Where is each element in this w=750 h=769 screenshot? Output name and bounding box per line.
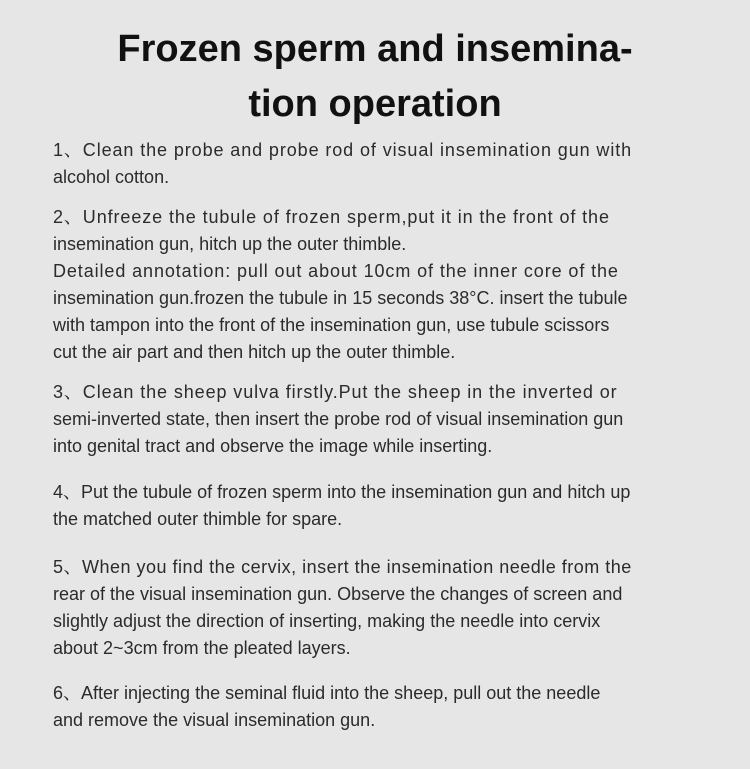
step-5 <box>53 554 713 662</box>
step-line: insemination gun.frozen the tubule in 15 seconds 38°C. insert the tubule <box>53 288 628 308</box>
step-line: and remove the visual insemination gun. <box>53 710 376 730</box>
title-line-1: Frozen sperm and insemina- <box>117 28 633 70</box>
step-line: insemination gun, hitch up the outer thimble. <box>53 234 407 254</box>
step-line: 2、Unfreeze the tubule of frozen sperm,put it in the front of the <box>53 207 610 227</box>
step-6 <box>53 680 713 734</box>
step-1 <box>53 137 713 191</box>
step-line: 5、When you find the cervix, insert the insemination needle from the <box>53 557 632 577</box>
step-line: 1、Clean the probe and probe rod of visual insemination gun with <box>53 140 633 160</box>
step-line: semi-inverted state, then insert the probe rod of visual insemination gun <box>53 409 624 429</box>
step-line: into genital tract and observe the image while inserting. <box>53 436 493 456</box>
step-line: 3、Clean the sheep vulva firstly.Put the sheep in the inverted or <box>53 382 618 402</box>
step-line: the matched outer thimble for spare. <box>53 509 343 529</box>
step-line: rear of the visual insemination gun. Observe the changes of screen and <box>53 584 623 604</box>
step-line: cut the air part and then hitch up the outer thimble. <box>53 342 456 362</box>
step-4 <box>53 479 713 533</box>
step-line: with tampon into the front of the insemination gun, use tubule scissors <box>53 315 610 335</box>
step-line: Detailed annotation: pull out about 10cm of the inner core of the <box>53 261 619 281</box>
title-line-2: tion operation <box>248 83 502 125</box>
step-3 <box>53 379 713 460</box>
step-line: 6、After injecting the seminal fluid into the sheep, pull out the needle <box>53 683 601 703</box>
step-line: alcohol cotton. <box>53 167 170 187</box>
step-line: 4、Put the tubule of frozen sperm into the insemination gun and hitch up <box>53 482 631 502</box>
step-line: slightly adjust the direction of inserting, making the needle into cervix <box>53 611 601 631</box>
step-line: about 2~3cm from the pleated layers. <box>53 638 351 658</box>
step-2 <box>53 204 713 366</box>
page-title <box>0 22 750 132</box>
